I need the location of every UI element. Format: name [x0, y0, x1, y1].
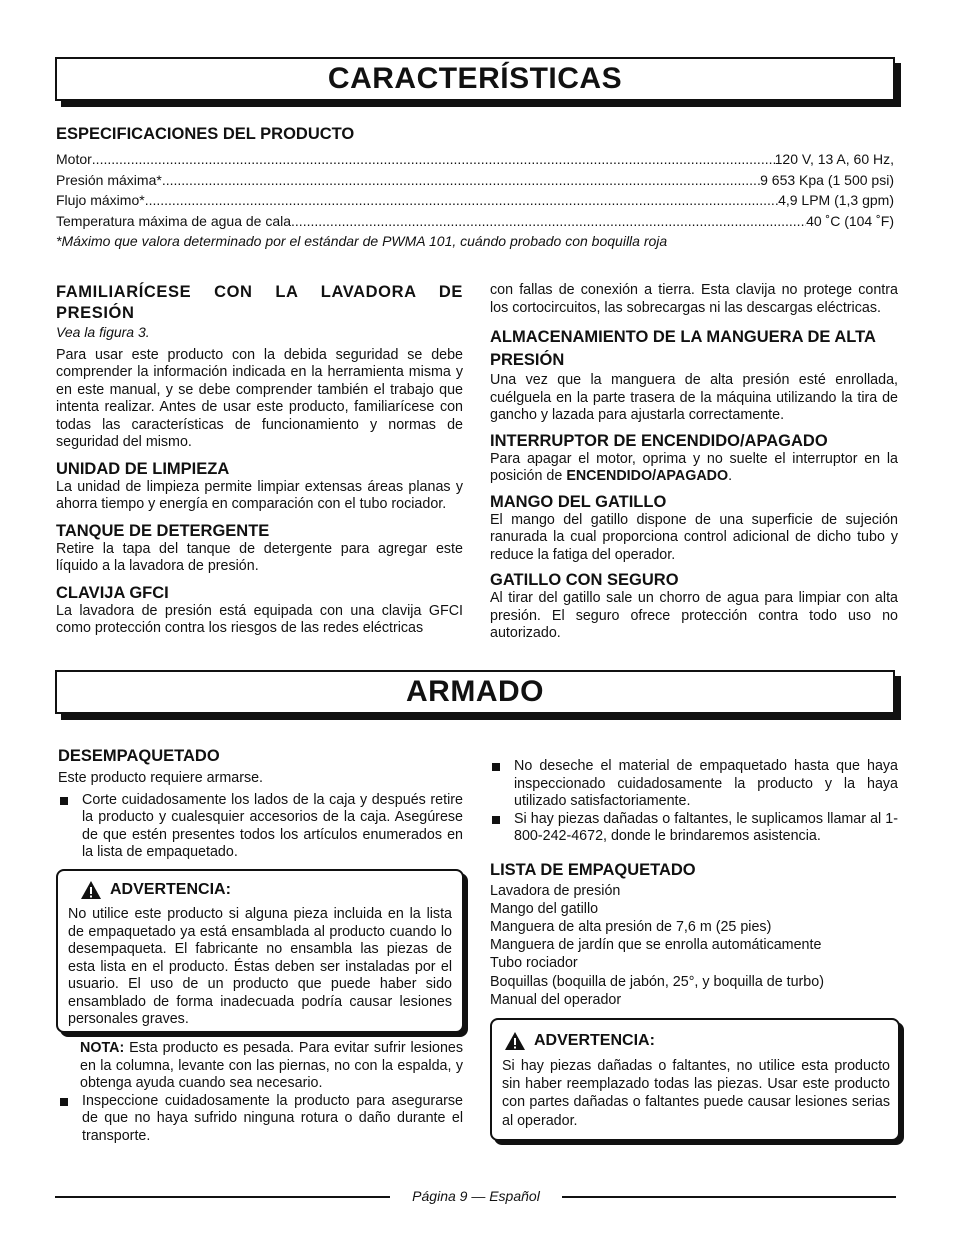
bullet-square-icon: [492, 763, 500, 771]
almacenamiento-heading: ALMACENAMIENTO DE LA MANGUERA DE ALTA PRESIÓN: [490, 328, 876, 369]
armado-left-column: [58, 746, 463, 862]
gatillo-heading: GATILLO CON SEGURO: [490, 571, 679, 589]
list-item: No deseche el material de empaquetado hasta que haya inspeccionado cuidadosamente la producto y la haya utilizado satisfactoriamente.: [490, 758, 898, 811]
armado-right-column: [490, 758, 898, 1009]
warning-box-unpacking: [56, 869, 464, 1033]
section-banner-caracteristicas: [55, 57, 895, 101]
section-banner-armado: [55, 670, 895, 714]
spec-label: Flujo máximo*: [56, 192, 145, 208]
bullet-square-icon: [492, 816, 500, 824]
fam-ref: Vea la figura 3.: [56, 324, 150, 340]
list-item: Manguera de jardín que se enrolla automáticamente: [490, 937, 822, 954]
spec-list: [56, 149, 894, 231]
spec-row: [56, 190, 894, 211]
almacenamiento-text: Una vez que la manguera de alta presión esté enrollada, cuélguela en la parte trasera de la máquina utilizando la tira de gancho y lazada para ajustarla correctamente.: [490, 372, 898, 423]
spec-value: 120 V, 13 A, 60 Hz,: [774, 151, 894, 167]
unidad-text: La unidad de limpieza permite limpiar extensas áreas planas y ahorra tiempo y energía en comparación con el tubo rociador.: [56, 478, 463, 512]
page-number: Página 9 — Español: [412, 1188, 540, 1204]
list-item: Boquillas (boquilla de jabón, 25°, y boquilla de turbo): [490, 973, 824, 990]
list-item: Manual del operador: [490, 991, 622, 1008]
mango-heading: MANGO DEL GATILLO: [490, 492, 667, 511]
lista-heading: LISTA DE EMPAQUETADO: [490, 860, 696, 879]
desempaquetado-heading: DESEMPAQUETADO: [58, 747, 220, 765]
warning-title: ADVERTENCIA:: [80, 880, 462, 900]
mango-text: El mango del gatillo dispone de una superficie de sujeción ranurada la cual proporciona control adicional de dicho tubo y reduce la fatiga del operador.: [490, 511, 898, 563]
leader-dots: [92, 149, 775, 170]
leader-dots: [291, 211, 806, 232]
list-item: Lavadora de presión: [490, 882, 621, 899]
warning-box-missing-parts: [490, 1018, 900, 1141]
list-item: Mango del gatillo: [490, 900, 599, 917]
tanque-heading: TANQUE DE DETERGENTE: [56, 521, 270, 540]
spec-value: 40 ˚C (104 ˚F): [806, 212, 894, 229]
footer-rule-right: [562, 1196, 896, 1198]
spec-row: [56, 149, 894, 170]
leader-dots: [162, 170, 760, 191]
warning-triangle-icon: [80, 880, 102, 900]
fam-heading: FAMILIARÍCESE CON LA LAVADORA DE PRESIÓN: [56, 283, 463, 322]
fam-text: Para usar este producto con la debida seguridad se debe comprender la información indicada en la herramienta misma y en este manual, y se debe comprender también el trabajo que intenta realizar. Antes de usar este producto, familiarícese con todas las características de funcionamiento y normas de seguridad del mismo.: [56, 346, 463, 450]
footer-rule-left: [55, 1196, 390, 1198]
spec-row: [56, 211, 894, 232]
right-column-features: [490, 282, 898, 643]
nota-paragraph: NOTA: Esta producto es pesada. Para evitar sufrir lesiones en la columna, levante con las piernas, no con la espalda, y obtenga ayuda cuando sea necesario.: [80, 1040, 463, 1091]
warning-text: No utilice este producto si alguna pieza incluida en la lista de empaquetado ya está ensamblada al producto cuando lo desempaqueta. El fabricante no ensambla las piezas de esta lista en el producto. Éstas deben ser instaladas por el usuario. El uso de un producto que puede haber sido ensamblado de forma inadecuada podría causar lesiones personales graves.: [68, 906, 452, 1027]
armado-left-lower: [58, 1040, 463, 1145]
warning-triangle-icon: [504, 1031, 526, 1051]
gfci-text: La lavadora de presión está equipada con una clavija GFCI como protección contra los riesgos de las redes eléctricas: [56, 602, 463, 636]
list-item: Tubo rociador: [490, 955, 578, 972]
tanque-text: Retire la tapa del tanque de detergente para agregar este líquido a la lavadora de presión.: [56, 540, 463, 574]
list-item: Si hay piezas dañadas o faltantes, le suplicamos llamar al 1-800-242-4672, donde le brindaremos asistencia.: [490, 811, 898, 846]
spec-label: Motor: [56, 151, 92, 167]
spec-row: [56, 170, 894, 191]
packing-list: [490, 882, 898, 1009]
left-column-features: [56, 282, 463, 638]
leader-dots: [145, 190, 778, 211]
spec-label: Temperatura máxima de agua de cala: [56, 212, 292, 229]
unidad-heading: UNIDAD DE LIMPIEZA: [56, 459, 230, 478]
warning-text: Si hay piezas dañadas o faltantes, no utilice esta producto sin haber reemplazado todas las piezas. Usar este producto con partes dañadas o faltantes puede causar lesiones serias al operador.: [502, 1058, 890, 1129]
desempaquetado-intro: Este producto requiere armarse.: [58, 770, 264, 786]
bullet-square-icon: [60, 1098, 68, 1106]
specifications-block: [56, 124, 894, 251]
spec-value: 9 653 Kpa (1 500 psi): [760, 171, 894, 188]
list-item: Corte cuidadosamente los lados de la caja y después retire la producto y cualesquier accesorios de la caja. Asegúrese de que estén presentes todos los artículos enumerados en la lista de empaquetado.: [58, 792, 463, 862]
specs-heading: ESPECIFICACIONES DEL PRODUCTO: [56, 125, 355, 143]
gfci-heading: CLAVIJA GFCI: [56, 583, 169, 602]
gfci-text-continued: con fallas de conexión a tierra. Esta clavija no protege contra los cortocircuitos, las sobrecargas ni las descargas eléctricas.: [490, 282, 898, 316]
list-item: Inspeccione cuidadosamente la producto para asegurarse de que no haya sufrido ninguna rotura o daño durante el transporte.: [58, 1093, 463, 1146]
section-title: CARACTERÍSTICAS: [327, 62, 623, 95]
warning-title: ADVERTENCIA:: [504, 1031, 898, 1051]
gatillo-text: Al tirar del gatillo sale un chorro de agua para limpiar con alta presión. El seguro ofrece protección contra todo uso no autorizado.: [490, 590, 898, 641]
interruptor-heading: INTERRUPTOR DE ENCENDIDO/APAGADO: [490, 431, 828, 450]
spec-value: 4,9 LPM (1,3 gpm): [778, 192, 894, 208]
section-title: ARMADO: [406, 675, 544, 708]
specs-note: *Máximo que valora determinado por el estándar de PWMA 101, cuándo probado con boquilla roja: [56, 233, 668, 249]
bullet-square-icon: [60, 797, 68, 805]
interruptor-text: Para apagar el motor, oprima y no suelte el interruptor en la posición de ENCENDIDO/APAGADO.: [490, 450, 898, 484]
spec-label: Presión máxima*: [56, 171, 162, 188]
list-item: Manguera de alta presión de 7,6 m (25 pies): [490, 918, 772, 935]
